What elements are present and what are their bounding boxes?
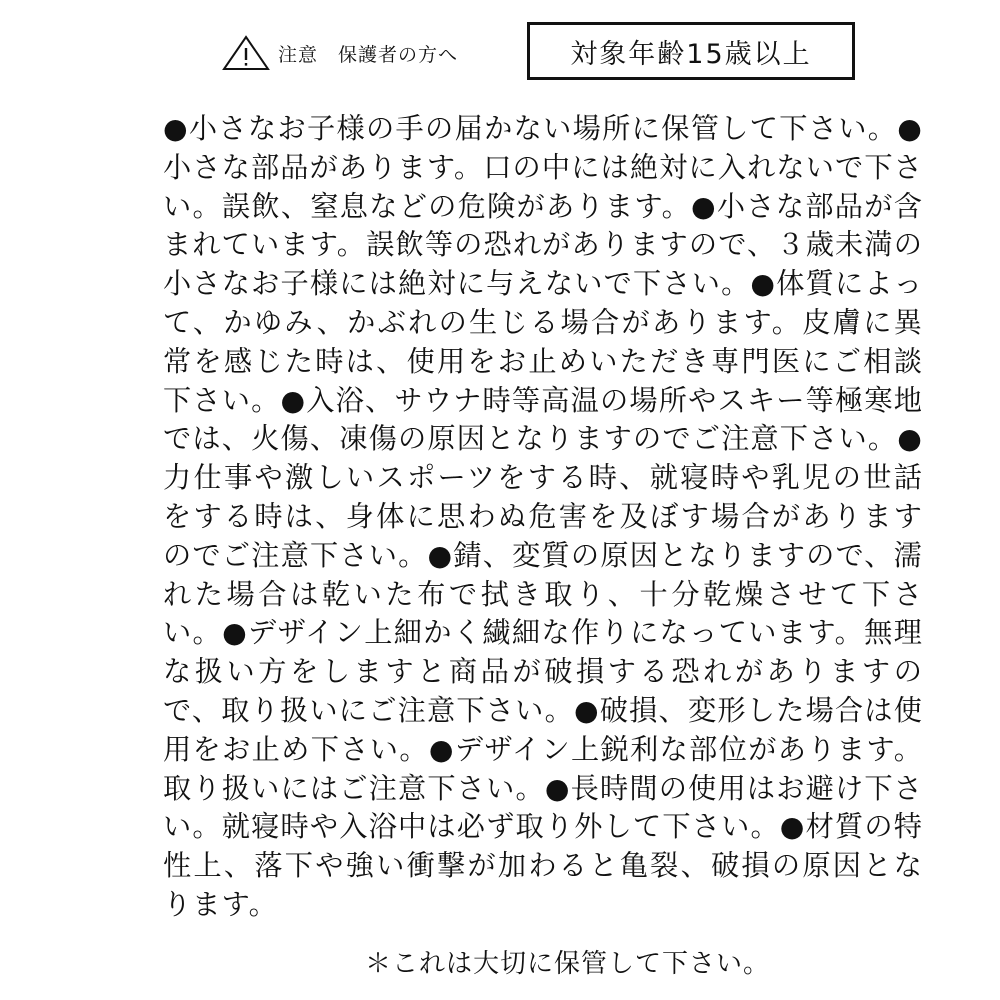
- storage-note: ＊これは大切に保管して下さい。: [365, 949, 771, 979]
- age-rating-box: 対象年齢15歳以上: [527, 22, 855, 80]
- warning-body-text: ●小さなお子様の手の届かない場所に保管して下さい。●小さな部品があります。口の中には絶対に入れないで下さい。誤飲、窒息などの危険があります。●小さな部品が含まれています。誤飲等の恐れがありますので、３歳未満の小さなお子様には絶対に与えないで下さい。●体質によって、かゆみ、かぶれの生じる場合があります。皮膚に異常を感じた時は、使用をお止めいただき専門医にご相談下さい。●入浴、サウナ時等高温の場所やスキー等極寒地では、火傷、凍傷の原因となりますのでご注意下さい。●力仕事や激しいスポーツをする時、就寝時や乳児の世話をする時は、身体に思わぬ危害を及ぼす場合がありますのでご注意下さい。●錆、変質の原因となりますので、濡れた場合は乾いた布で拭き取り、十分乾燥させて下さい。●デザイン上細かく繊細な作りになっています。無理な扱い方をしますと商品が破損する恐れがありますので、取り扱いにご注意下さい。●破損、変形した場合は使用をお止め下さい。●デザイン上鋭利な部位があります。取り扱いにはご注意下さい。●長時間の使用はお避け下さい。就寝時や入浴中は必ず取り外して下さい。●材質の特性上、落下や強い衝撃が加わると亀裂、破損の原因となります。: [163, 112, 923, 921]
- caution-header: [222, 18, 458, 88]
- warning-triangle-icon: [222, 35, 270, 71]
- caution-header-text: 注意 保護者の方へ: [278, 43, 459, 66]
